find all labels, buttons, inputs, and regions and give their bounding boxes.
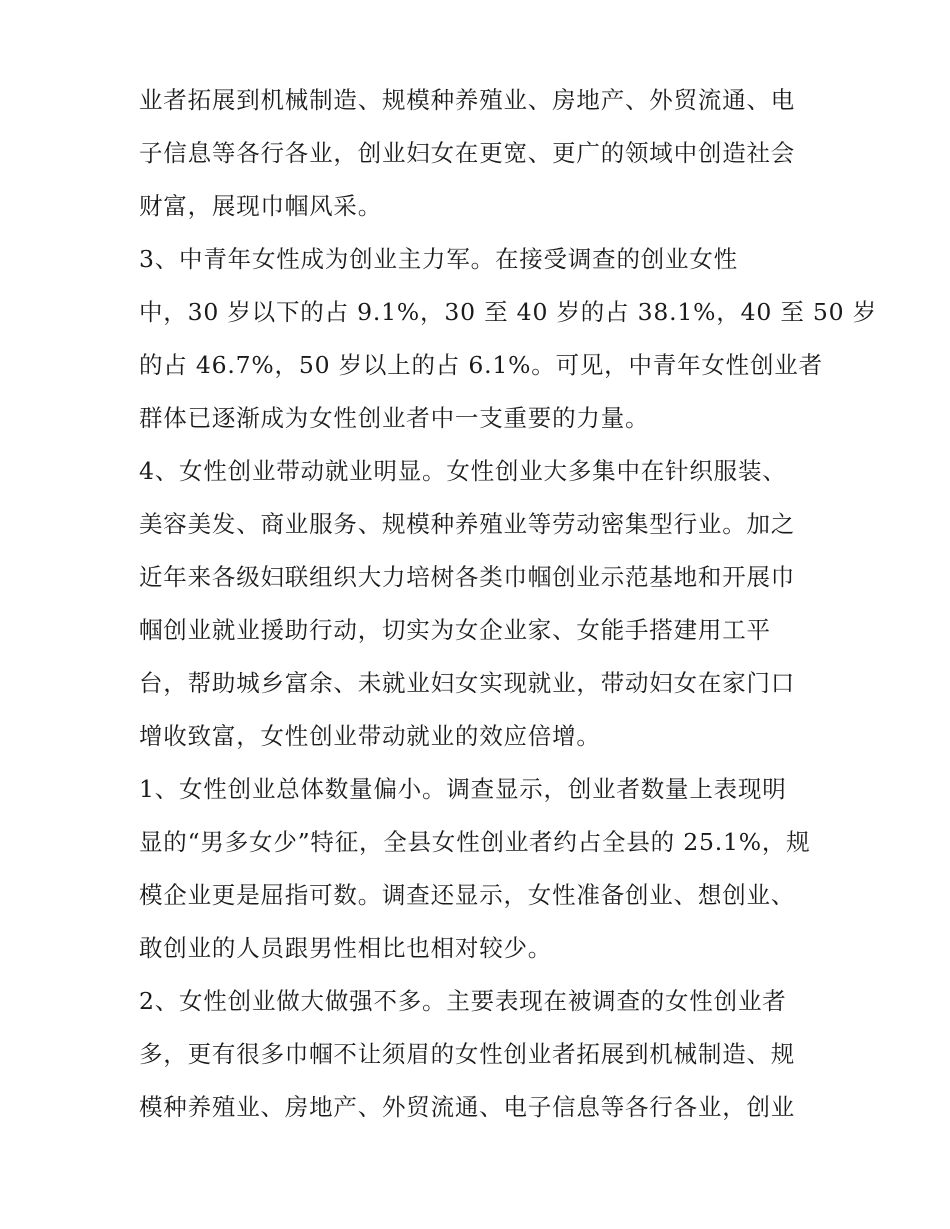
text-line: 敢创业的人员跟男性相比也相对较少。 (139, 934, 553, 962)
text-line: 多，更有很多巾帼不让须眉的女性创业者拓展到机械制造、规 (139, 1040, 796, 1068)
text-line: 的占 46.7%，50 岁以上的占 6.1%。可见，中青年女性创业者 (139, 351, 823, 379)
text-line: 台，帮助城乡富余、未就业妇女实现就业，带动妇女在家门口 (139, 669, 796, 697)
text-line: 3、中青年女性成为创业主力军。在接受调查的创业女性 (139, 245, 738, 273)
text-line: 1、女性创业总体数量偏小。调查显示，创业者数量上表现明 (139, 775, 787, 803)
text-line: 子信息等各行各业，创业妇女在更宽、更广的领域中创造社会 (139, 139, 796, 167)
text-line: 2、女性创业做大做强不多。主要表现在被调查的女性创业者 (139, 987, 787, 1015)
text-line: 帼创业就业援助行动，切实为女企业家、女能手搭建用工平 (139, 616, 771, 644)
text-line: 群体已逐渐成为女性创业者中一支重要的力量。 (139, 404, 650, 432)
text-line: 显的“男多女少”特征，全县女性创业者约占全县的 25.1%，规 (139, 828, 811, 856)
text-line: 中，30 岁以下的占 9.1%，30 至 40 岁的占 38.1%，40 至 50 岁 (139, 298, 877, 326)
text-line: 近年来各级妇联组织大力培树各类巾帼创业示范基地和开展巾 (139, 563, 796, 591)
text-line: 模种养殖业、房地产、外贸流通、电子信息等各行各业，创业 (139, 1093, 796, 1121)
text-line: 增收致富，女性创业带动就业的效应倍增。 (139, 722, 601, 750)
text-line: 财富，展现巾帼风采。 (139, 192, 382, 220)
text-line: 美容美发、商业服务、规模种养殖业等劳动密集型行业。加之 (139, 510, 796, 538)
text-line: 业者拓展到机械制造、规模种养殖业、房地产、外贸流通、电 (139, 86, 796, 114)
text-line: 模企业更是屈指可数。调查还显示，女性准备创业、想创业、 (139, 881, 796, 909)
text-line: 4、女性创业带动就业明显。女性创业大多集中在针织服装、 (139, 457, 787, 485)
